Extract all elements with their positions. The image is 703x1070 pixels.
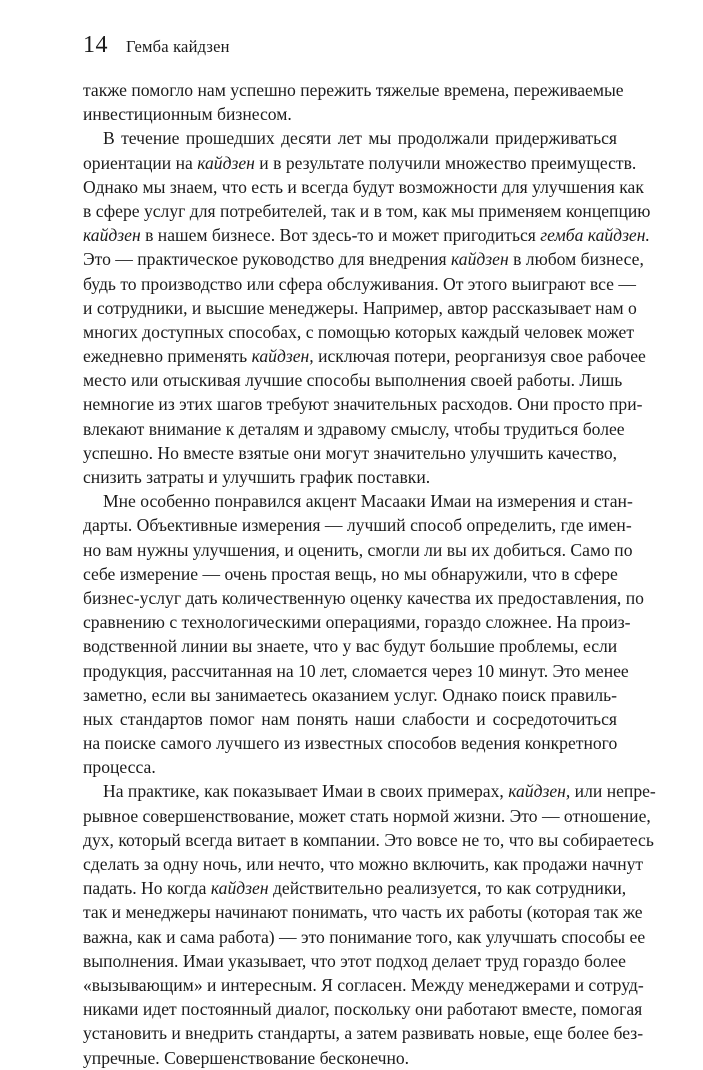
- text-line: водственной линии вы знаете, что у вас будут большие проблемы, если: [83, 636, 618, 657]
- text-line: влекают внимание к деталям и здравому смыслу, чтобы трудиться более: [83, 418, 625, 439]
- text-line: себе измерение — очень простая вещь, но мы обнаружили, что в сфере: [83, 563, 618, 584]
- text-line: На практике, как показывает Имаи в своих примерах, кайдзен, или непре-: [103, 781, 656, 802]
- text-line: также помогло нам успешно пережить тяжелые времена, переживаемые: [83, 80, 624, 100]
- text-line: ных стандартов помог нам понять наши слабости и сосредоточиться: [83, 708, 617, 729]
- text-line: будь то производство или сфера обслуживания. От этого выиграют все —: [83, 273, 636, 294]
- text-line: ориентации на кайдзен и в результате получили множество преимуществ.: [83, 152, 637, 173]
- text-line: «вызывающим» и интересным. Я согласен. Между менеджерами и сотруд-: [83, 974, 644, 995]
- text-line: рывное совершенствование, может стать нормой жизни. Это — отношение,: [83, 805, 651, 826]
- text-line: никами идет постоянный диалог, поскольку они работают вместе, помогая: [83, 999, 643, 1020]
- text-line: Мне особенно понравился акцент Масааки Имаи на измерения и стан-: [103, 491, 633, 512]
- text-line: но вам нужны улучшения, и оценить, смогли ли вы их добиться. Само по: [83, 539, 633, 560]
- italic-term: кайдзен: [451, 249, 509, 270]
- text-line: дух, который всегда витает в компании. Это вовсе не то, что вы собираетесь: [83, 829, 654, 850]
- text-line: Однако мы знаем, что есть и всегда будут возможности для улучшения как: [83, 176, 644, 197]
- text-line: кайдзен в нашем бизнесе. Вот здесь-то и может пригодиться гемба кайдзен.: [83, 225, 650, 246]
- text-line: выполнения. Имаи указывает, что этот подход делает труд гораздо более: [83, 950, 626, 971]
- text-line: в сфере услуг для потребителей, так и в том, как мы применяем концепцию: [83, 200, 651, 221]
- text-line: успешно. Но вместе взятые они могут значительно улучшить качество,: [83, 442, 618, 463]
- text-line: сделать за одну ночь, или нечто, что можно включить, как продажи начнут: [83, 854, 644, 874]
- text-line: инвестиционным бизнесом.: [83, 104, 292, 125]
- text-line: установить и внедрить стандарты, а затем развивать новые, еще более без-: [83, 1023, 644, 1044]
- italic-term: кайдзен: [83, 225, 141, 246]
- text-line: так и менеджеры начинают понимать, что часть их работы (которая так же: [83, 902, 643, 923]
- text-line: на поиске самого лучшего из известных способов ведения конкретного: [83, 733, 618, 754]
- text-line: снизить затраты и улучшить график поставки.: [83, 467, 431, 487]
- italic-term: кайдзен: [197, 152, 255, 173]
- text-line: В течение прошедших десяти лет мы продолжали придерживаться: [103, 128, 617, 149]
- text-line: бизнес-услуг дать количественную оценку качества их предоставления, по: [83, 587, 644, 608]
- text-line: многих доступных способах, с помощью которых каждый человек может: [83, 321, 635, 342]
- body-text: [83, 78, 656, 1070]
- page-number: 14: [83, 32, 108, 58]
- text-line: сравнению с технологическими операциями, гораздо сложнее. На произ-: [83, 612, 631, 633]
- text-line: заметно, если вы занимаетесь оказанием услуг. Однако поиск правиль-: [83, 684, 617, 705]
- italic-term: кайдзен,: [251, 346, 314, 367]
- text-line: падать. Но когда кайдзен действительно реализуется, то как сотрудники,: [83, 878, 627, 899]
- text-line: место или отыскивая лучшие способы выполнения своей работы. Лишь: [83, 370, 623, 391]
- text-line: важна, как и сама работа) — это понимание того, как улучшать способы ее: [83, 926, 646, 947]
- italic-term: кайдзен,: [508, 781, 571, 802]
- text-line: процесса.: [83, 757, 156, 778]
- text-line: Это — практическое руководство для внедрения кайдзен в любом бизнесе,: [83, 249, 644, 270]
- running-title: Гемба кайдзен: [126, 37, 230, 56]
- text-line: упречные. Совершенствование бесконечно.: [83, 1047, 410, 1068]
- text-line: дарты. Объективные измерения — лучший способ определить, где имен-: [83, 515, 632, 536]
- italic-term: гемба кайдзен.: [540, 225, 650, 246]
- text-line: ежедневно применять кайдзен, исключая потери, реорганизуя свое рабочее: [83, 346, 646, 367]
- italic-term: кайдзен: [210, 878, 269, 899]
- text-line: немногие из этих шагов требуют значительных расходов. Они просто при-: [83, 394, 643, 415]
- running-head: [83, 32, 230, 59]
- text-line: продукция, рассчитанная на 10 лет, сломается через 10 минут. Это менее: [83, 660, 629, 681]
- text-line: и сотрудники, и высшие менеджеры. Например, автор рассказывает нам о: [83, 297, 637, 318]
